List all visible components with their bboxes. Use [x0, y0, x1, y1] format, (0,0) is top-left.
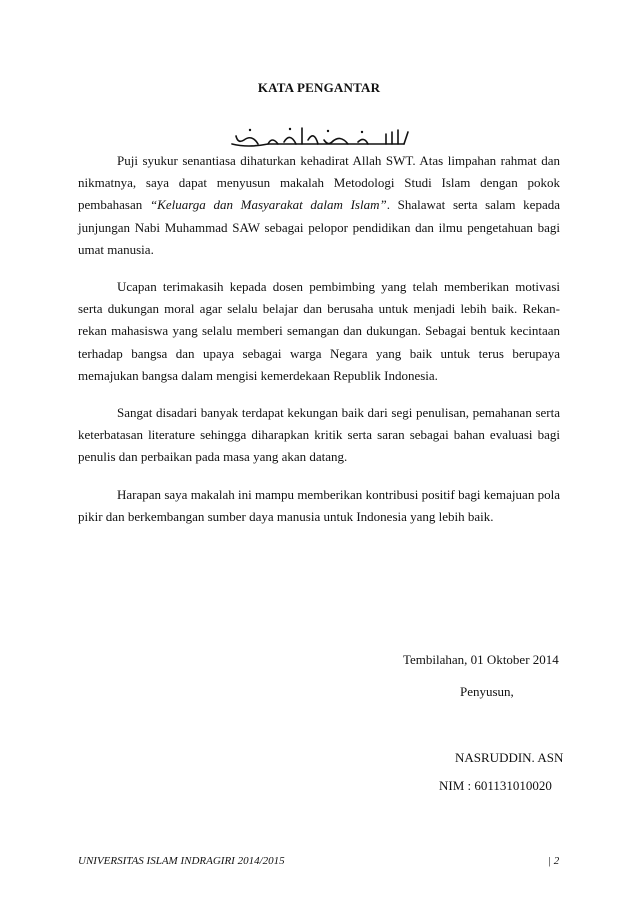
signature-nim: NIM : 601131010020 [439, 778, 552, 793]
paragraph-1-text: Puji syukur senantiasa dihaturkan kehadirat Allah SWT. Atas limpahan rahmat dan nikmatnya, saya dapat menyusun makalah Metodologi Studi Islam dengan pokok pembahasan [78, 153, 560, 213]
paragraph-3: Sangat disadari banyak terdapat kekungan baik dari segi penulisan, pemahanan serta keterbatasan literature sehingga diharapkan kritik serta saran sebagai bahan evaluasi bagi penulis dan perbaikan pada masa yang akan datang. [78, 405, 560, 465]
footer-page-number: | 2 [548, 855, 560, 867]
basmalah-calligraphy-icon [228, 122, 412, 150]
signature-place-date: Tembilahan, 01 Oktober 2014 [403, 652, 559, 667]
paragraph-2: Ucapan terimakasih kepada dosen pembimbing yang telah memberikan motivasi serta dukungan moral agar selalu belajar dan berusaha untuk menjadi lebih baik. Rekan-rekan mahasiswa yang selalu memberi semangan dan dukungan. Sebagai bentuk kecintaan terhadap bangsa dan upaya sebagai warga Negara yang baik untuk terus berupaya memajukan bangsa dalam mengisi kemerdekaan Republik Indonesia. [78, 279, 560, 383]
paragraph-1 [78, 150, 560, 261]
footer-university: UNIVERSITAS ISLAM INDRAGIRI 2014/2015 [78, 855, 285, 867]
paragraph-4: Harapan saya makalah ini mampu memberikan kontribusi positif bagi kemajuan pola pikir dan berkembangan sumber daya manusia untuk Indonesia yang lebih baik. [78, 486, 560, 524]
page-title: KATA PENGANTAR [257, 80, 381, 95]
book-title-italic: “Keluarga dan Masyarakat dalam Islam” [149, 197, 387, 213]
body-text [78, 150, 560, 543]
signature-role: Penyusun, [460, 684, 514, 699]
signature-name: NASRUDDIN. ASN [455, 750, 564, 765]
paragraph-1-text-end: . Shalawat serta salam kepada junjungan Nabi Muhammad SAW sebagai pelopor pendidikan dan ilmu pengetahuan bagi umat manusia. [78, 197, 560, 257]
